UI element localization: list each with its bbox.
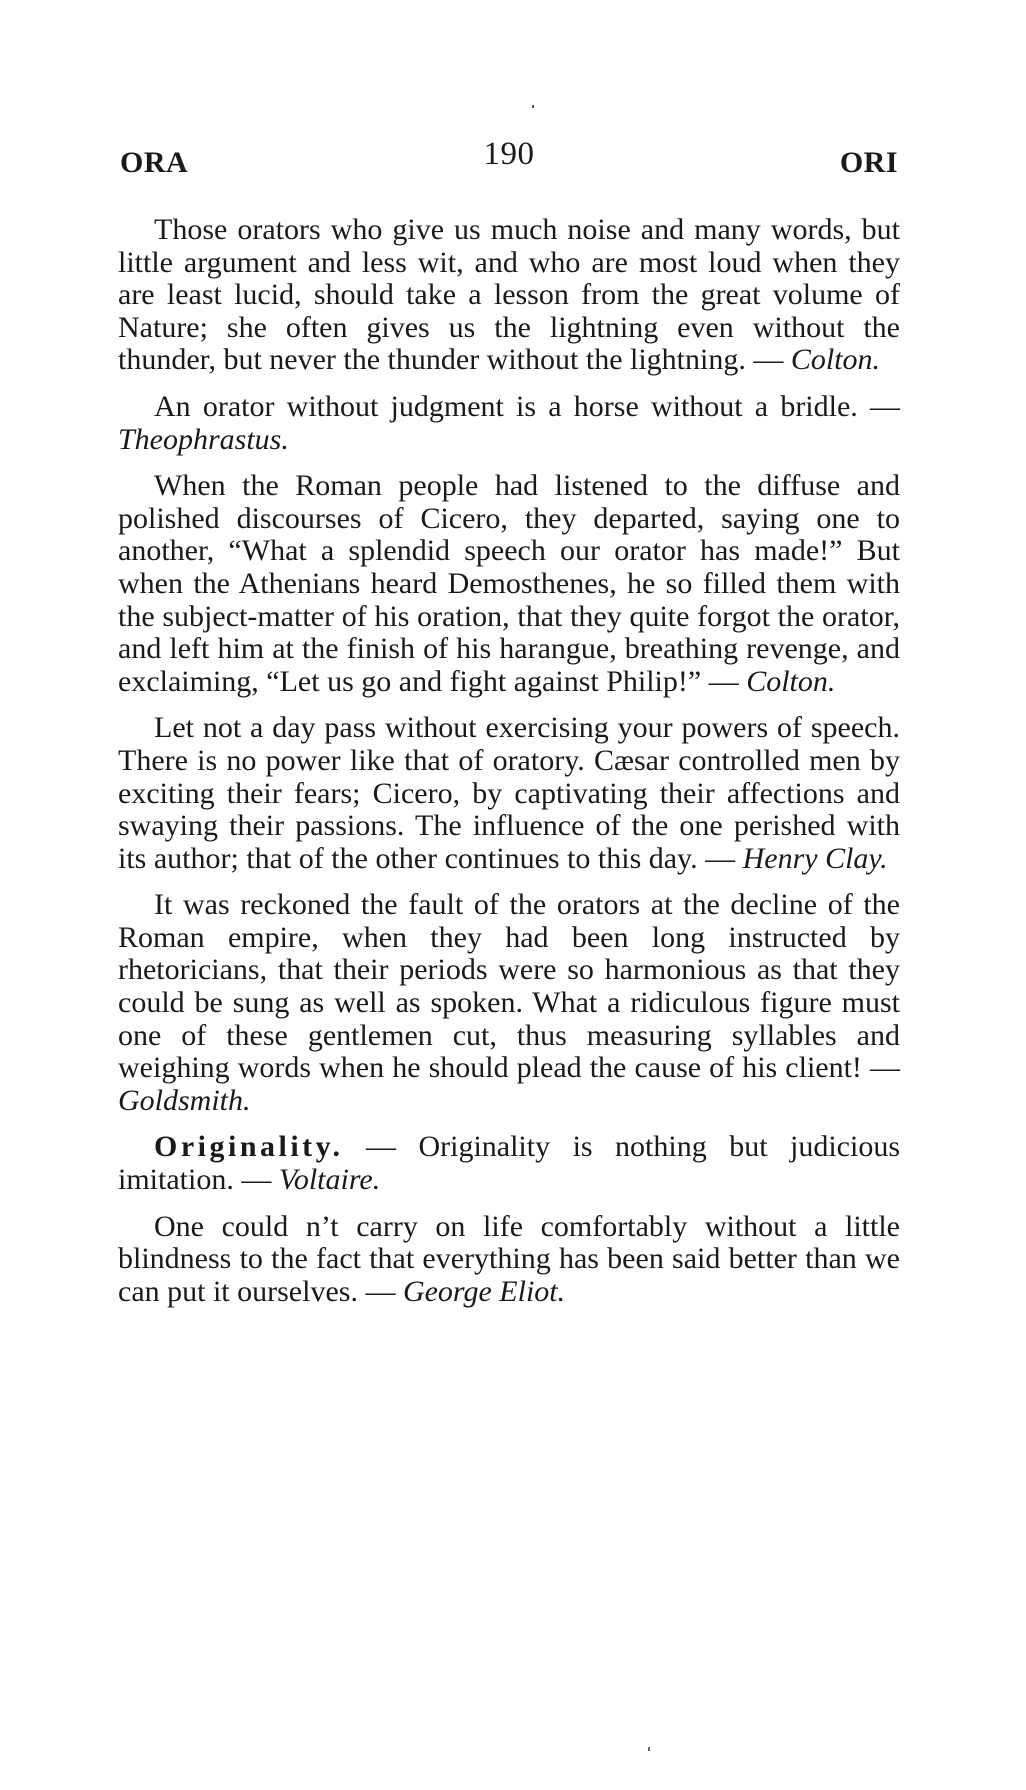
quotation-entry [118, 889, 900, 1117]
quotation-author: Theophrastus. [118, 422, 289, 456]
left-guide-word: ORA [120, 146, 189, 179]
quotation-text: When the Roman people had listened to the diffuse and polished discourses of Cicero, they departed, saying one to another, “What a splendid speech our orator has made!” But when the Athenians heard Demosthenes, he so filled them with the subject-matter of his oration, that they quite forgot the orator, and left him at the finish of his harangue, breathing revenge, and exclaiming, “Let us go and fight against Philip!” — [118, 469, 900, 698]
book-page [118, 128, 900, 1322]
quotation-entry [118, 214, 900, 377]
quotation-author: George Eliot. [402, 1274, 566, 1308]
print-speck-bottom [648, 1747, 650, 1751]
quotation-author: Colton. [790, 343, 881, 377]
quotation-author: Colton. [746, 664, 836, 698]
quotation-text: One could n’t carry on life comfortably without a little blindness to the fact that everything has been said better than we can put it ourselves. — [118, 1209, 900, 1308]
quotation-author: Goldsmith. [118, 1083, 251, 1117]
quotation-entry [118, 712, 900, 875]
topic-heading: Originality. [154, 1130, 344, 1164]
quotation-entry [118, 470, 900, 698]
quotation-text: It was reckoned the fault of the orators at the decline of the Roman empire, when they had been long instructed by rhetoricians, that their periods were so harmonious as that they could be sung as well as spoken. What a ridiculous figure must one of these gentlemen cut, thus measuring syllables and weighing words when he should plead the cause of his client! — [118, 888, 900, 1085]
quotation-text: An orator without judgment is a horse without a bridle. — [154, 389, 900, 423]
quotation-text: Let not a day pass without exercising your powers of speech. There is no power like that of oratory. Cæsar controlled men by exciting their fears; Cicero, by captivating their affections and swaying their passions. The influence of the one perished with its author; that of the other continues to this day. — [118, 711, 900, 875]
running-head [118, 128, 900, 178]
quotation-entry [118, 391, 900, 456]
right-guide-word: ORI [839, 146, 898, 179]
quotation-text: Those orators who give us much noise and many words, but little argument and less wit, and who are most loud when they are least lucid, should take a lesson from the great volume of Nature; she often gives us the lightning even without the thunder, but never the thunder without the lightning. — [118, 213, 900, 377]
print-speck-top [532, 105, 534, 108]
page-number: 190 [483, 136, 535, 172]
quotation-entry [118, 1211, 900, 1309]
quotation-text: — Originality is nothing but judicious imitation. — [118, 1130, 900, 1197]
quotation-list [118, 214, 900, 1308]
quotation-author: Henry Clay. [742, 841, 888, 875]
quotation-author: Voltaire. [278, 1163, 381, 1197]
quotation-entry [118, 1131, 900, 1196]
